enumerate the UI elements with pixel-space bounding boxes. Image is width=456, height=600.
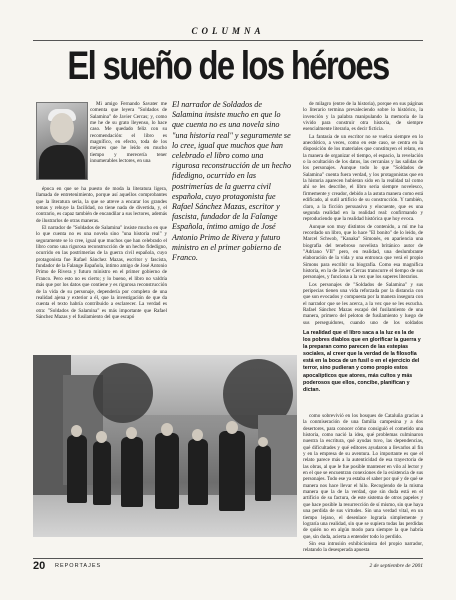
footer-rule: [33, 558, 423, 559]
paragraph: La fantasía de un escritor no se vuelca siempre en lo anecdótico, a veces, como en este caso, se centra en la disposición de los materiales que constituyen el relato, en la manera de organizar el tiempo, el espacio, la revelación o la ocultación de los datos, las cercanías y las salidas de los personajes. Aunque todo lo que "Soldados de Salamina" cuenta fuera verdad, y los protagonistas que en la historia aparecen hubieran sido en la realidad tal como ahí se les describe, el libro seria siempre novelesco, firmemente y creador, debido a la astuta manera como está edificado, al sutil artificio de su construcción. Y también, claro, a la ficción persuasiva y elocuente, que es una segunda realidad en la realidad real: confirmando y reproduciendo que la realidad histórica que hoy evoca.: [303, 133, 423, 223]
street-photo: [33, 355, 297, 537]
page-title: El sueño de los héroes: [67, 44, 389, 88]
page-number: 20: [33, 560, 46, 572]
photo-person: [121, 437, 143, 507]
highlight-quote: La realidad que el libro saca a la luz es la de los pobres diablos que en glorificar la guerra y la preparan como parecen de las estepias sociales, al creer que la verdad de la filosofía está en la boca de un fusil o en el ejercicio del terror, sino pudieran y como propio estos apocalípticos que atores, más cultos y más poderosos que ellos, concibe, planifican y dictan.: [303, 330, 421, 393]
photo-person: [188, 439, 208, 505]
author-face: [50, 113, 74, 143]
footer-section: REPORTAJES: [55, 563, 102, 569]
photo-tree: [93, 363, 153, 423]
photo-person: [155, 433, 179, 509]
footer-date: 2 de septiembre de 2001: [369, 563, 423, 569]
photo-person: [219, 431, 245, 511]
paragraph: época en que se ha puesto de moda la literatura ligera, llamada de entretenimiento, porque así aquellos comprobantes que la literatura seria, la que se atreve a encarar los grandes temas y rehuye la facilidad, no tiene nada de divertida, y, el contrario, es capaz también de encandilar a sus lectores, además de ilustrarlos de otras maneras.: [36, 186, 167, 224]
author-suit: [39, 145, 85, 180]
section-label: COLUMNA: [191, 26, 265, 36]
photo-person: [67, 435, 87, 503]
photo-person: [255, 445, 271, 501]
text-column-right-bottom: [303, 413, 423, 553]
photo-head: [226, 421, 238, 434]
paragraph: El narrador de "Soldados de Salamina" insiste mucho en que lo que cuenta no es una novela sino "una historia real" y seguramente se lo cree, igual que muchos que han celebrado el libro como una rigurosa reconstrucción de un hecho fidedigno, ocurrido en las postrimerías de la guerra civil española, cuyo protagonista fue Rafael Sánchez Mazas, escritor y fascista, fundador de la Falange Española, íntimo amigo de José Antonio Primo de Rivera y futuro ministro en el primer gobierno de Franco. Pero esto no es cierto; y lo bueno, el libro no valdría más que por los datos que contiene y es rigurosa reconstrucción de la vida de su personaje, dependería por completo de una realidad ajena y exterior a él, que la investigación de que da cuenta el texto habría contribuido a esclarecer. La verdad es otra: "Soldados de Salamina" es más importante que Rafael Sánchez Mazas y el fusilamiento del que escapó: [36, 225, 167, 320]
paragraph: Sin esa intrusión exhibicionista del propio narrador, relatando la desesperada apuesta: [303, 540, 423, 553]
author-photo: [36, 102, 88, 180]
paragraph: Aunque son muy distintos de contenido, a mí me ha recordado un libro, que lo hace "El bonito" de lo leído, de Marcel Schwob, "Kanaka" Simonès, en apariencia una biografía del tenebroso novelista británico autor de "Adriano VII" pero, en realidad, una deslumbrante elaboración de la vida y una entronca que verá el propio Simons para escribir su biografía. Como esa magnífica historia, en la de Javier Cercas transcurre el tiempo de sus personajes, y funciona a la vez que los superes literarios.: [303, 223, 423, 281]
photo-head: [161, 423, 173, 436]
pullquote: El narrador de Soldados de Salamina insiste mucho en que lo que cuenta no es una novela sino "una historia real" y seguramente se lo cree, igual que muchos que han celebrado el libro como una rigurosa reconstrucción de un hecho fidedigno, ocurrido en las postrimerías de la guerra civil española, cuyo protagonista fue Rafael Sánchez Mazas, escritor y fascista, fundador de la Falange Española, íntimo amigo de José Antonio Primo de Rivera y futuro ministro en el primer gobierno de Franco.: [172, 100, 291, 263]
text-column-left-top: [90, 101, 167, 185]
paragraph: de milagro (entre de la historia), porque en sus páginas lo literario termina prevaleciendo sobre lo histórico, la invención y la palabra manipulando la memoria de la vivido para construir otra historia, de siempre esencialmente literaria, es decir ficticia.: [303, 101, 423, 133]
paragraph: Los personajes de "Soldados de Salamina" y sus peripecias tienen una vida reforzada por la distancia con que son evocados y compuesta por la manera insegura con el narrador que se les acerca, a la vez que se les escucha. Rafael Sánchez Mazas escapó del fusilamiento de una manera, primero del peloton de fusilamiento y luego de sus perseguidores, cuando uno de los soldados: [303, 281, 423, 325]
text-column-right-top: [303, 101, 423, 325]
text-column-left-bottom: [36, 186, 167, 346]
photo-person: [93, 441, 111, 505]
photo-head: [126, 427, 137, 439]
paragraph: como sobrevivió en los bosques de Cataluña gracias a la conmiseración de una familia campesina y a dos desertores, para conocer cómo consiguió el cometido una historia, como nació la idea, qué problemas culminaron nuestra la escritura, qué ayudas tuvo, las dependencias, qué dificultades y qué editores ayudaron a llevarlos al fin y en la empresa de su aventura. Lo importante es que el relato parece más a la autenticidad de esa trayectoria de las obras, al que le fue posible mantener en vilo al lector y en el que se encuentran conexiones de la existencia de sus personajes. Todo ese ya estaba el saber por qué y de qué se manera nos hace llevar el hilo. Recogiendo de la misma manera que la de la verdad, que sin duda está en el artificio de su factura, de este sistema de otros papeles y que hace posible la resurrección de sí mismo, sin que haya una perdida de sus virtudes. Sin una verdad vital, en un tiempo lejano, el desenlace lograría simplemente y lograría una realidad, sin que se supiera todas las perdidas de quién no en algún modo para siempre la que habría que, sin duda, acierta a entender todo lo perdido.: [303, 413, 423, 540]
top-rule: [33, 40, 423, 41]
photo-head: [96, 431, 107, 443]
photo-head: [258, 437, 268, 447]
paragraph: Mi amigo Fernando Savater me comenta que leyera "Soldados de Salamina" de Javier Cercas; y, como me he de su grato lleyenso, lo hace caso. Me quedado feliz con su recomendación: el libro es magnífico, en efecto, toda de los mejores que he leído en mucho tiempo y merecería tener innumerables lectores, en una: [90, 101, 167, 165]
photo-head: [71, 425, 82, 437]
photo-head: [192, 429, 203, 441]
